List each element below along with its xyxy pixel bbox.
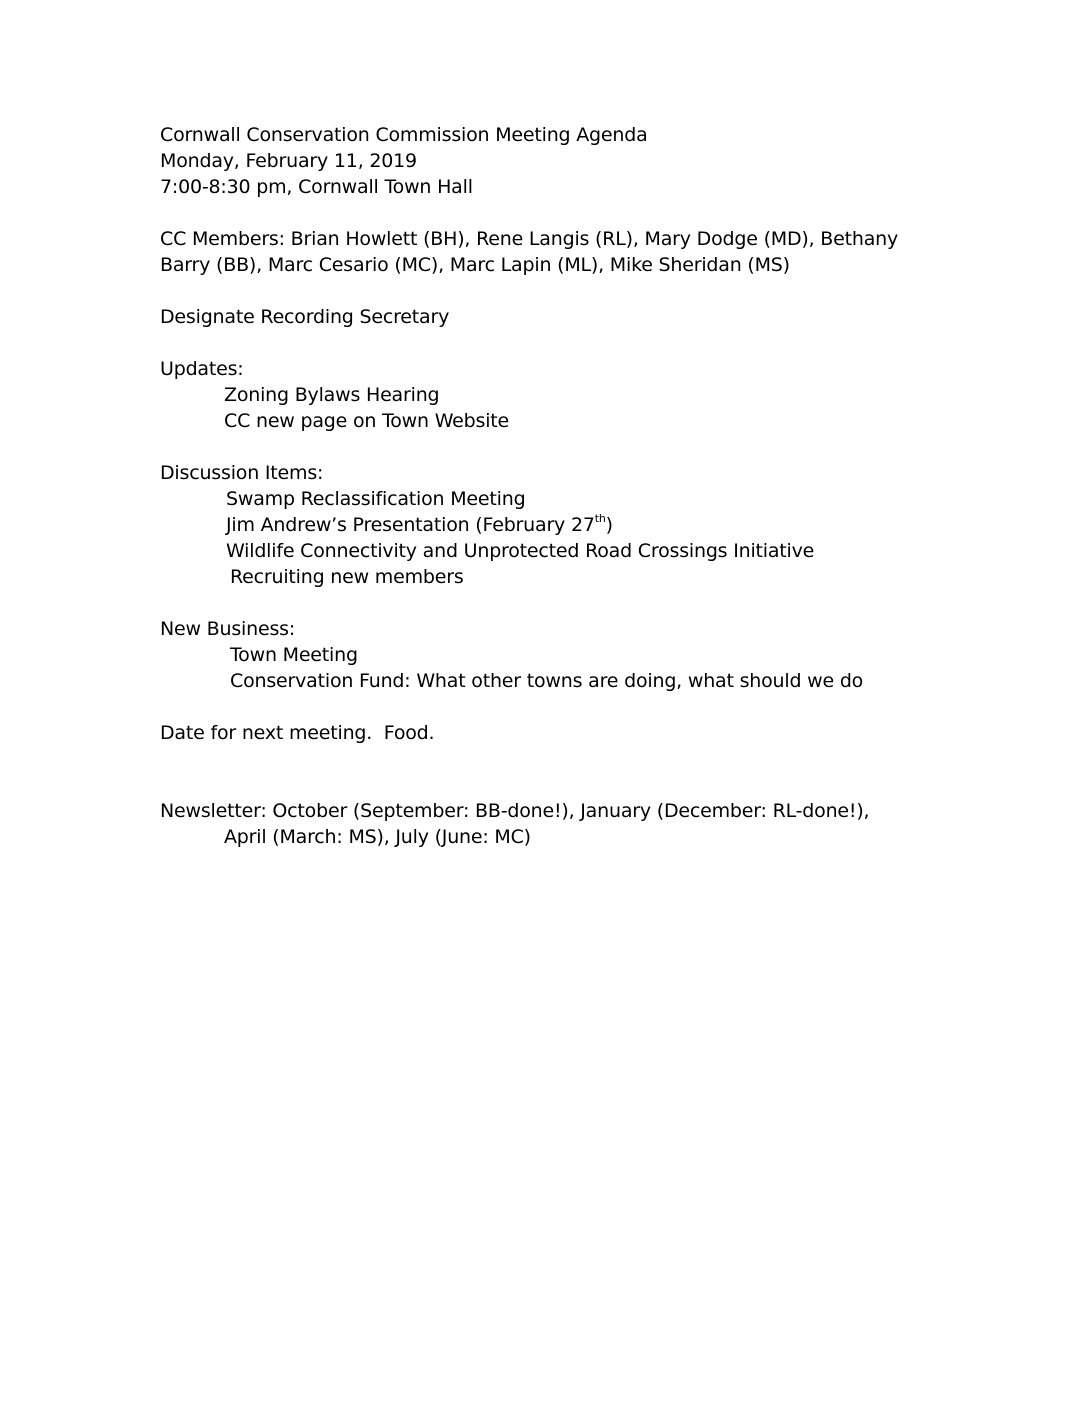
updates-item: CC new page on Town Website <box>224 410 510 432</box>
spacer <box>160 330 1040 356</box>
agenda-body <box>160 122 1040 850</box>
spacer <box>160 746 1040 798</box>
spacer <box>160 200 1040 226</box>
meeting-time-place: 7:00-8:30 pm, Cornwall Town Hall <box>160 176 473 198</box>
members-line-2: Barry (BB), Marc Cesario (MC), Marc Lapin (ML), Mike Sheridan (MS) <box>160 254 790 276</box>
discussion-item: Swamp Reclassification Meeting <box>226 488 526 510</box>
ordinal-suffix: th <box>594 511 606 525</box>
new-business-heading: New Business: <box>160 618 296 640</box>
discussion-item-text: Jim Andrew’s Presentation (February 27 <box>226 514 595 536</box>
newsletter-line-1: Newsletter: October (September: BB-done!), January (December: RL-done!), <box>160 800 870 822</box>
designate-secretary: Designate Recording Secretary <box>160 306 450 328</box>
discussion-item <box>160 512 1040 538</box>
new-business-item: Conservation Fund: What other towns are doing, what should we do <box>230 670 864 692</box>
closing-paren: ) <box>605 514 613 536</box>
discussion-item: Wildlife Connectivity and Unprotected Road Crossings Initiative <box>226 540 815 562</box>
meeting-date: Monday, February 11, 2019 <box>160 150 417 172</box>
next-meeting: Date for next meeting. Food. <box>160 722 435 744</box>
new-business-item: Town Meeting <box>230 644 358 666</box>
updates-heading: Updates: <box>160 358 244 380</box>
discussion-heading: Discussion Items: <box>160 462 324 484</box>
updates-item: Zoning Bylaws Hearing <box>224 384 440 406</box>
spacer <box>160 590 1040 616</box>
agenda-title: Cornwall Conservation Commission Meeting Agenda <box>160 124 648 146</box>
spacer <box>160 278 1040 304</box>
members-line-1: CC Members: Brian Howlett (BH), Rene Langis (RL), Mary Dodge (MD), Bethany <box>160 228 899 250</box>
newsletter-line-2: April (March: MS), July (June: MC) <box>224 826 531 848</box>
spacer <box>160 694 1040 720</box>
discussion-item: Recruiting new members <box>230 566 464 588</box>
spacer <box>160 434 1040 460</box>
